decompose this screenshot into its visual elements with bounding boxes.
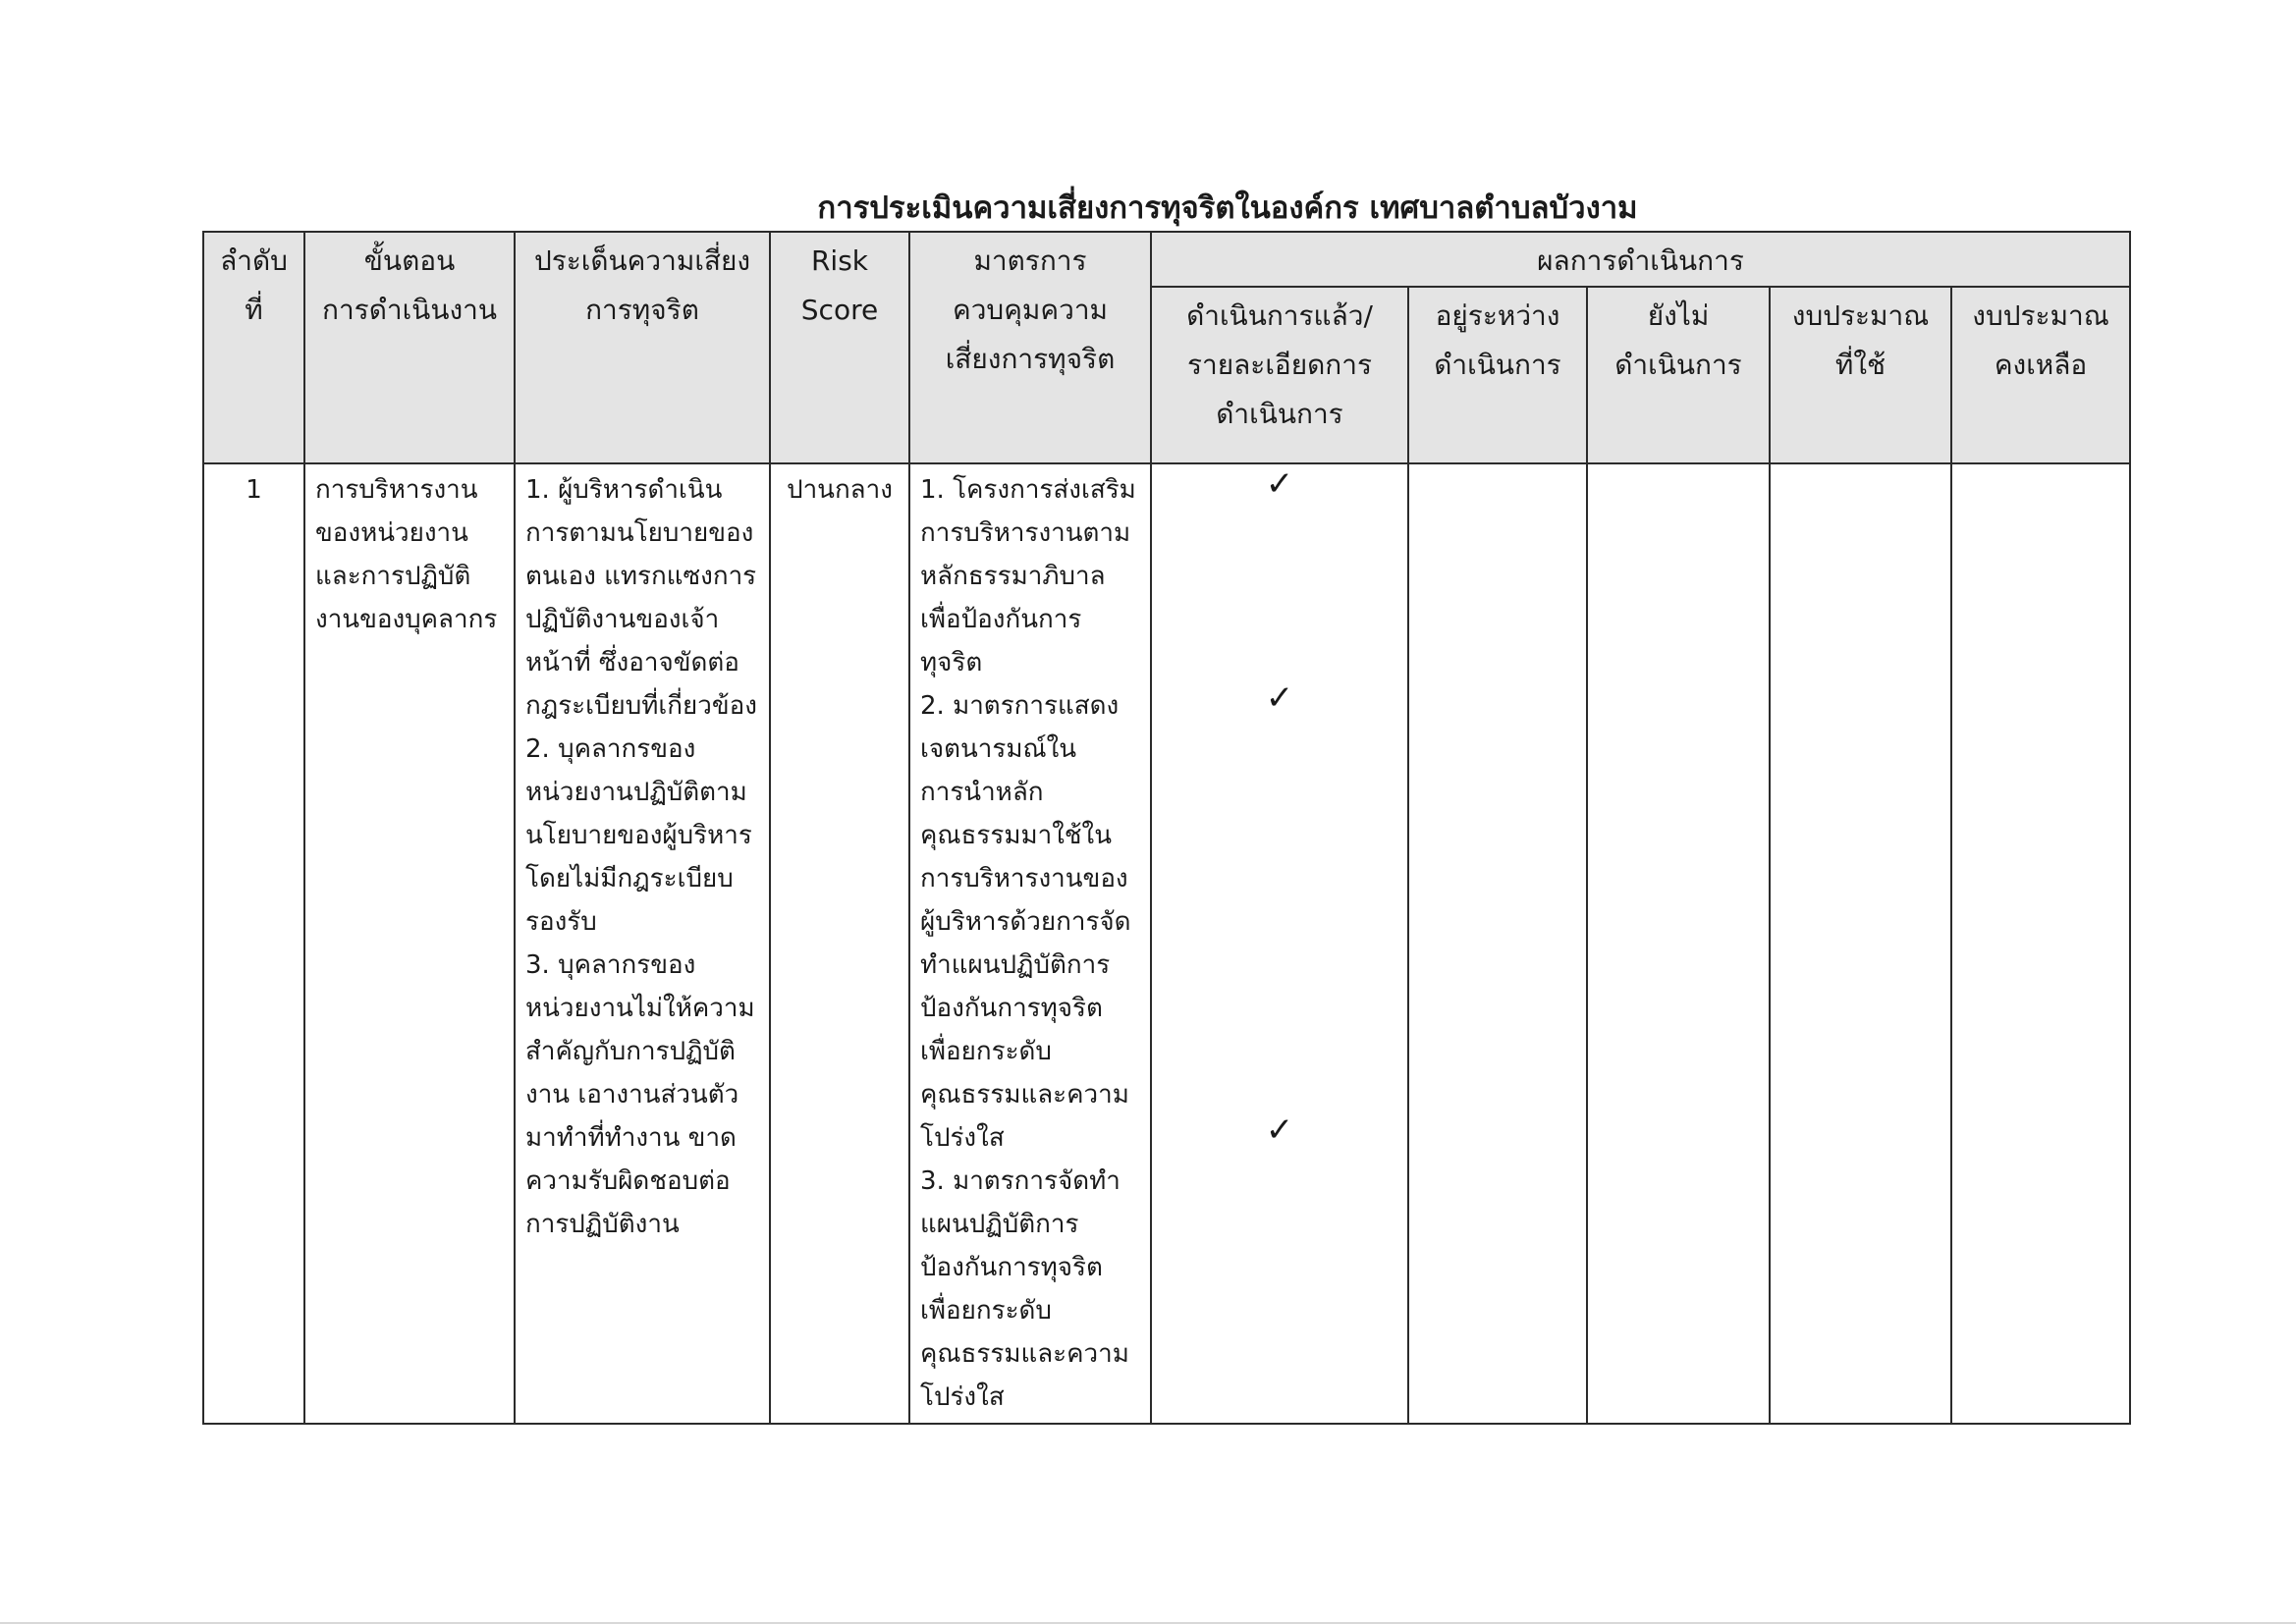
row-controls	[909, 463, 1151, 1424]
checkmark-icon: ✓	[1265, 464, 1294, 504]
header-risk-score: Risk Score	[770, 232, 909, 463]
checkmark-icon: ✓	[1265, 1110, 1294, 1150]
risk-assessment-table	[202, 231, 2131, 1425]
header-risk-issue: ประเด็นความเสี่ยง การทุจริต	[515, 232, 770, 463]
row-budget-used	[1770, 463, 1951, 1424]
header-results: ผลการดำเนินการ	[1151, 232, 2130, 287]
checkmark-icon: ✓	[1265, 678, 1294, 718]
row-in-progress	[1408, 463, 1587, 1424]
header-control: มาตรการ ควบคุมความ เสี่ยงการทุจริต	[909, 232, 1151, 463]
row-risk-issues	[515, 463, 770, 1424]
row-number: 1	[203, 463, 304, 1424]
control-item: 3. มาตรการจัดทำแผนปฏิบัติการป้องกันการทุจริตเพื่อยกระดับคุณธรรมและความโปร่งใส	[920, 1166, 1129, 1412]
row-done	[1151, 463, 1408, 1424]
row-risk-score: ปานกลาง	[770, 463, 909, 1424]
risk-issue-item: 2. บุคลากรของหน่วยงานปฏิบัติตามนโยบายของผู้บริหารโดยไม่มีกฎระเบียบรองรับ	[525, 734, 752, 937]
row-not-done	[1587, 463, 1770, 1424]
control-item: 1. โครงการส่งเสริมการบริหารงานตามหลักธรรมาภิบาลเพื่อป้องกันการทุจริต	[920, 475, 1136, 677]
document-title: การประเมินความเสี่ยงการทุจริตในองค์กร เทศบาลตำบลบัวงาม	[817, 190, 1638, 226]
risk-issue-item: 1. ผู้บริหารดำเนินการตามนโยบายของตนเอง แทรกแซงการปฏิบัติงานของเจ้าหน้าที่ ซึ่งอาจขัดต่อกฎระเบียบที่เกี่ยวข้อง	[525, 475, 757, 721]
header-no: ลำดับ ที่	[203, 232, 304, 463]
header-not-done: ยังไม่ ดำเนินการ	[1587, 287, 1770, 463]
control-item: 2. มาตรการแสดงเจตนารมณ์ในการนำหลักคุณธรรมมาใช้ในการบริหารงานของผู้บริหารด้วยการจัดทำแผนปฏิบัติการป้องกันการทุจริตเพื่อยกระดับคุณธรรมและความโปร่งใส	[920, 691, 1131, 1153]
table-row	[203, 463, 2130, 1424]
header-in-progress: อยู่ระหว่าง ดำเนินการ	[1408, 287, 1587, 463]
row-step: การบริหารงานของหน่วยงานและการปฏิบัติงานของบุคลากร	[304, 463, 515, 1424]
header-budget-left: งบประมาณ คงเหลือ	[1951, 287, 2130, 463]
risk-issue-item: 3. บุคลากรของหน่วยงานไม่ให้ความสำคัญกับการปฏิบัติงาน เอางานส่วนตัวมาทำที่ทำงาน ขาดความรับผิดชอบต่อการปฏิบัติงาน	[525, 950, 755, 1239]
header-step: ขั้นตอน การดำเนินงาน	[304, 232, 515, 463]
row-budget-left	[1951, 463, 2130, 1424]
header-budget-used: งบประมาณ ที่ใช้	[1770, 287, 1951, 463]
header-done: ดำเนินการแล้ว/ รายละเอียดการ ดำเนินการ	[1151, 287, 1408, 463]
